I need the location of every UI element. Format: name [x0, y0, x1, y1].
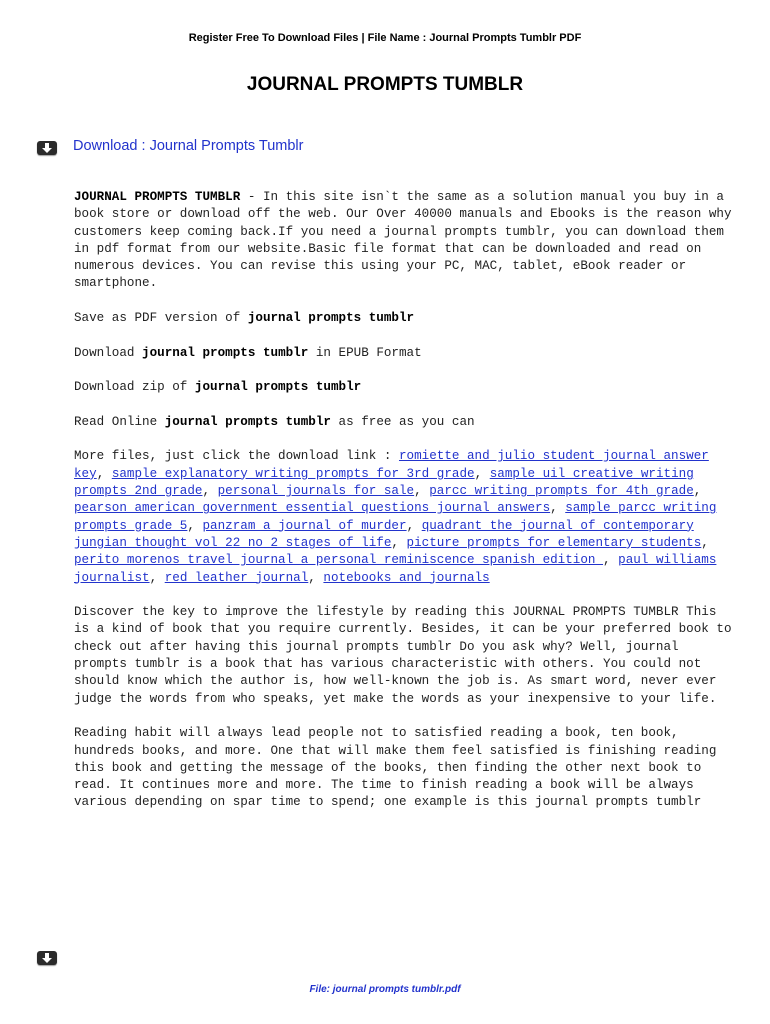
save-pdf-line — [74, 310, 734, 327]
link-separator: , — [693, 484, 702, 499]
epub-line — [74, 345, 734, 362]
link-separator: , — [603, 553, 619, 568]
read-online-keyword: journal prompts tumblr — [164, 414, 331, 429]
related-link[interactable]: parcc writing prompts for 4th grade — [429, 484, 694, 499]
zip-line — [74, 379, 734, 396]
link-separator: , — [96, 466, 112, 481]
discover-paragraph: Discover the key to improve the lifestyle by reading this JOURNAL PROMPTS TUMBLR This is a kind of book that you require currently. Besides, it can be your preferred book to check out after having this journal prompts tumblr Do you ask why? Well, journal prompts tumblr is a book that has various characteristic with others. You could not should know which the author is, how well-known the job is. As smart word, never ever judge the words from who speaks, yet make the words as your inexpensive to your life. — [74, 605, 732, 706]
page-header: Register Free To Download Files | File Name : Journal Prompts Tumblr PDF — [188, 32, 582, 44]
read-online-prefix: Read Online — [74, 414, 165, 429]
related-link[interactable]: notebooks and journals — [323, 570, 490, 585]
footer-filename: File: journal prompts tumblr.pdf — [309, 984, 461, 995]
read-online-line — [74, 414, 734, 431]
document-body — [74, 189, 734, 829]
link-separator: , — [308, 570, 324, 585]
related-link[interactable]: sample explanatory writing prompts for 3rd grade — [111, 466, 475, 481]
related-link[interactable]: sample parcc writing prompts grade 5 — [74, 501, 717, 533]
save-pdf-prefix: Save as PDF version of — [74, 311, 248, 326]
link-separator: , — [187, 518, 203, 533]
intro-title: JOURNAL PROMPTS TUMBLR — [74, 190, 241, 204]
intro-paragraph — [74, 189, 734, 293]
related-link[interactable]: quadrant the journal of contemporary jungian thought vol 22 no 2 stages of life — [74, 518, 694, 550]
epub-prefix: Download — [74, 345, 143, 360]
epub-keyword: journal prompts tumblr — [142, 345, 309, 360]
related-link[interactable]: panzram a journal of murder — [202, 518, 407, 533]
link-separator: , — [414, 484, 430, 499]
zip-prefix: Download zip of — [74, 380, 195, 395]
related-link[interactable]: pearson american government essential questions journal answers — [74, 501, 551, 516]
link-separator: , — [406, 518, 422, 533]
epub-suffix: in EPUB Format — [308, 345, 422, 360]
link-separator: , — [391, 535, 407, 550]
reading-paragraph: Reading habit will always lead people not to satisfied reading a book, ten book, hundreds books, and more. One that will make them feel satisfied is finishing reading this book and getting the message of the books, then finding the other next book to read. It continues more and more. The time to finish reading a book will be always various depending on spar time to spend; one example is this journal prompts tumblr — [74, 726, 717, 810]
link-separator: , — [701, 535, 709, 550]
related-link[interactable]: personal journals for sale — [217, 484, 415, 499]
save-pdf-keyword: journal prompts tumblr — [247, 311, 415, 326]
more-files-prefix: More files, just click the download link : — [74, 449, 399, 464]
related-link[interactable]: sample uil creative writing prompts 2nd grade — [74, 466, 694, 499]
link-separator: , — [474, 466, 490, 481]
download-link[interactable]: Download : Journal Prompts Tumblr — [73, 138, 304, 154]
link-separator: , — [149, 570, 165, 585]
link-separator: , — [550, 501, 566, 516]
page-title: JOURNAL PROMPTS TUMBLR — [246, 74, 524, 95]
more-files-paragraph — [74, 448, 734, 586]
read-online-suffix: as free as you can — [330, 414, 475, 429]
intro-text: - In this site isn`t the same as a solution manual you buy in a book store or download off the web. Our Over 40000 manuals and Ebooks is the reason why customers keep coming back.If you need a journal prompts tumblr, you can download them in pdf format from our website.Basic file format that can be downloaded and read on numerous devices. You can revise this using your PC, MAC, tablet, eBook reader or smartphone. — [74, 190, 732, 291]
related-link[interactable]: perito morenos travel journal a personal reminiscence spanish edition — [74, 553, 604, 568]
related-link[interactable]: romiette and julio student journal answer key — [74, 449, 709, 481]
download-icon[interactable] — [37, 951, 57, 965]
related-link[interactable]: paul williams journalist — [74, 553, 717, 585]
related-link[interactable]: picture prompts for elementary students — [406, 535, 702, 550]
zip-keyword: journal prompts tumblr — [194, 380, 362, 395]
download-icon[interactable] — [37, 141, 57, 155]
link-separator: , — [202, 484, 218, 499]
related-link[interactable]: red leather journal — [164, 570, 309, 585]
